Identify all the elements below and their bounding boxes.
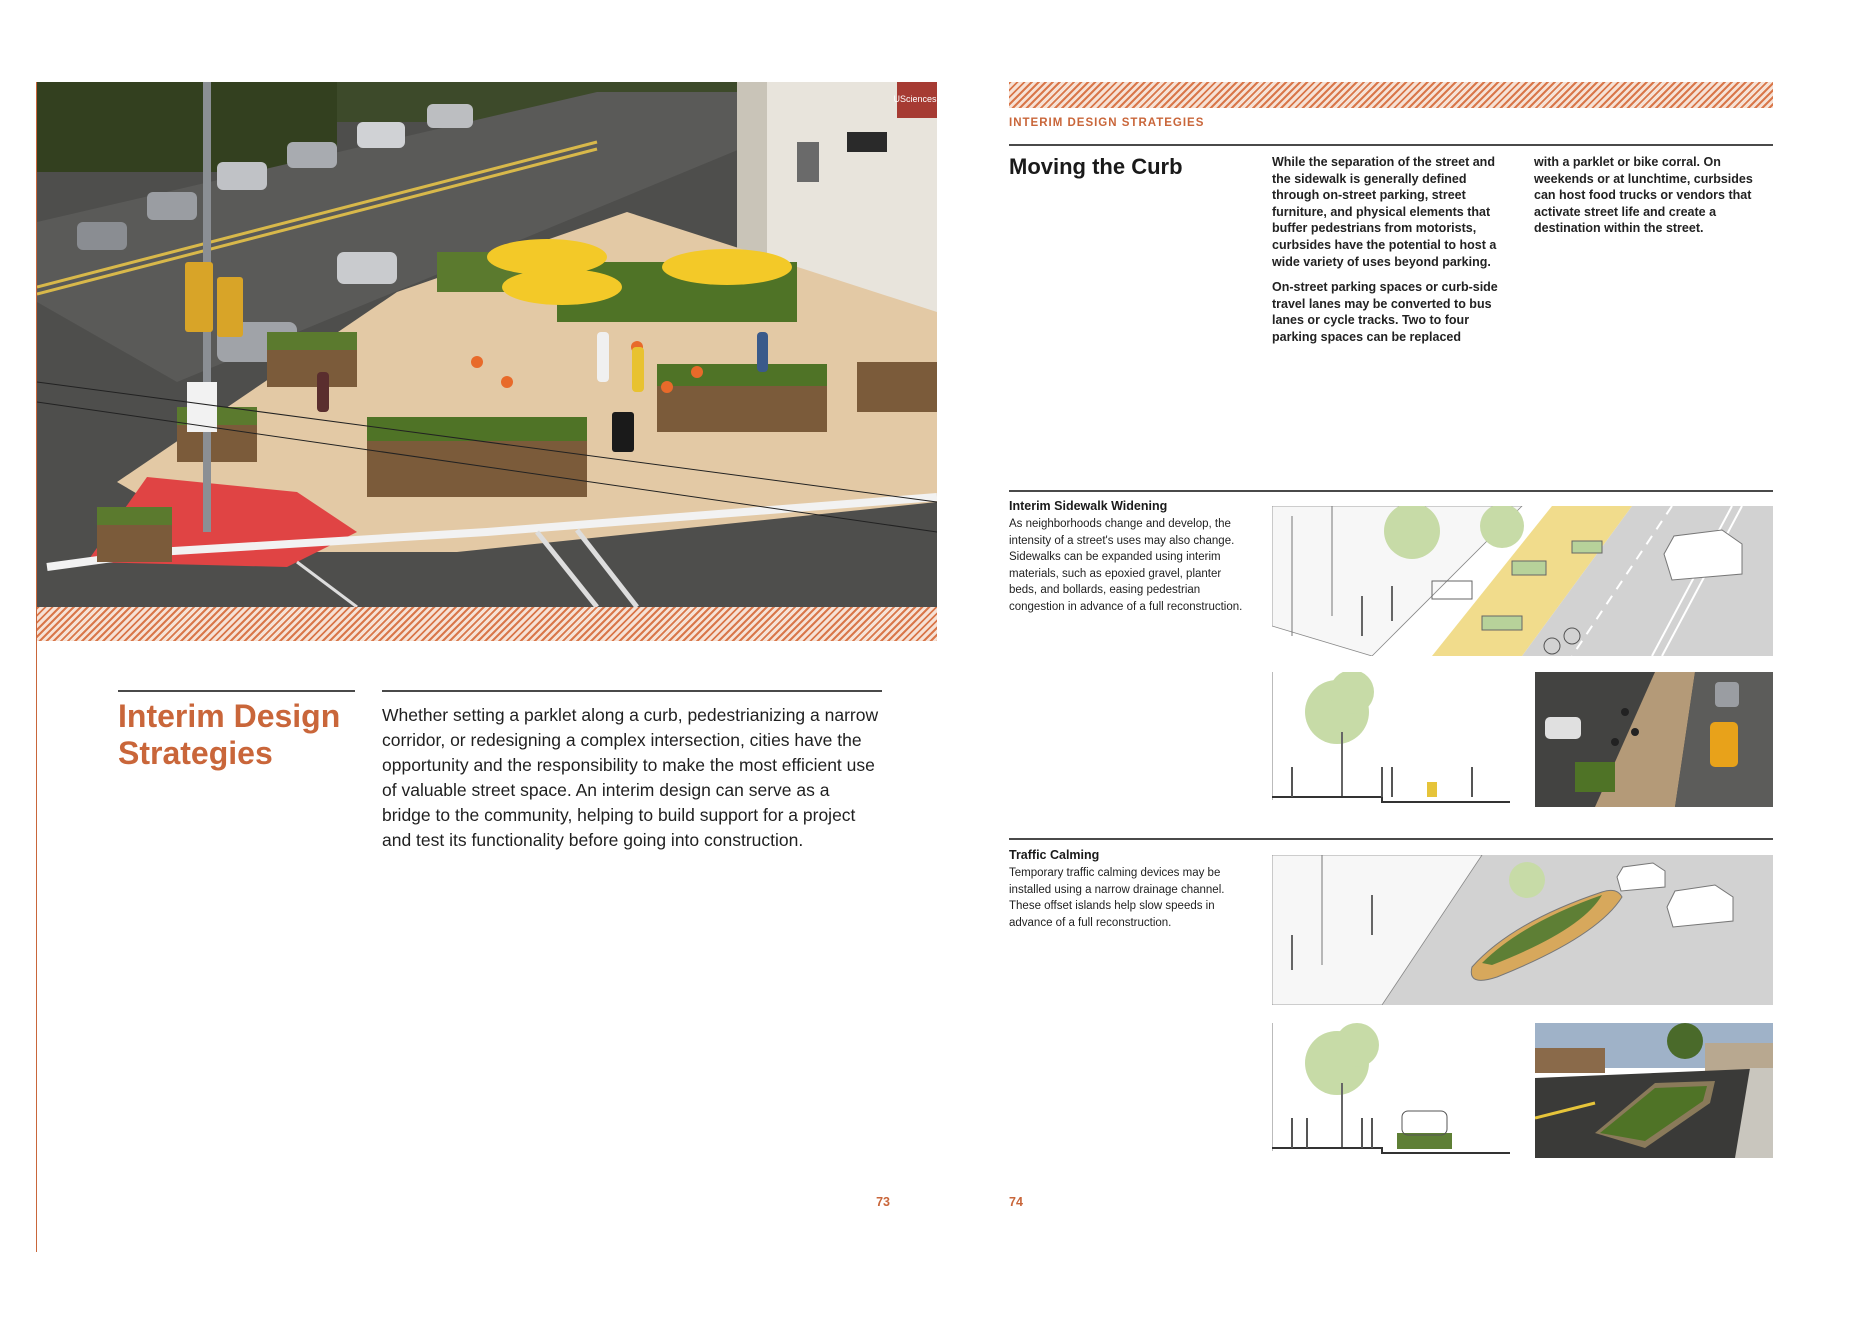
section-rule — [1009, 144, 1773, 146]
body-column-1 — [1272, 154, 1512, 346]
traffic-section-illustration — [1272, 1023, 1510, 1158]
parklet-intersection-photo — [37, 82, 937, 607]
body-col1-paragraph-2: On-street parking spaces or curb-side travel lanes may be converted to bus lanes or cycle tracks. Two to four parking spaces can be replaced — [1272, 280, 1498, 344]
intro-paragraph: Whether setting a parklet along a curb, pedestrianizing a narrow corridor, or redesigning a complex intersection, cities have the opportunity and the responsibility to make the most efficient use of valuable street space. An interim design can serve as a bridge to the community, helping to build support for a project and test its functionality before going into construction. — [382, 705, 879, 850]
sidewalk-widening-title: Interim Sidewalk Widening — [1009, 499, 1168, 513]
traffic-calming-title: Traffic Calming — [1009, 848, 1100, 862]
traffic-calming-illustration — [1272, 855, 1773, 1005]
heading-rule — [118, 690, 355, 692]
intro-rule — [382, 690, 882, 692]
building-sign-text: USciences — [893, 94, 937, 104]
page-number-left: 73 — [876, 1195, 890, 1209]
body-col1-paragraph-1: While the separation of the street and the sidewalk is generally defined through on-street parking, street furniture, and physical elements that buffer pedestrians from motorists, curbsides have the potential to host a wide variety of uses beyond parking. — [1272, 155, 1497, 269]
traffic-calming-text: Temporary traffic calming devices may be installed using a narrow drainage channel. These offset islands help slow speeds in advance of a full reconstruction. — [1009, 867, 1225, 929]
traffic-calming-drawing — [1272, 855, 1773, 1005]
sidewalk-widening-illustration — [1272, 506, 1773, 656]
traffic-calming-section-drawing — [1272, 1023, 1510, 1158]
parklet-photo-illustration — [37, 82, 937, 607]
sidewalk-widening-section-drawing — [1272, 672, 1510, 807]
page-heading: Interim Design Strategies — [118, 698, 341, 771]
section-label: INTERIM DESIGN STRATEGIES — [1009, 117, 1205, 129]
page-number-right: 74 — [1009, 1195, 1023, 1209]
sidewalk-widening-rule — [1009, 490, 1773, 492]
top-hatch-band — [1009, 82, 1773, 108]
sidewalk-widening-text: As neighborhoods change and develop, the intensity of a street's uses may also change. Sidewalks can be expanded using interim materials, such as epoxied gravel, planter beds, and bollards, easing pedestrian congestion in advance of a full reconstruction. — [1009, 518, 1243, 613]
sidewalk-widening-photo — [1535, 672, 1773, 807]
traffic-calming-rule — [1009, 838, 1773, 840]
photo-hatch-band — [37, 607, 937, 641]
sidewalk-section-illustration — [1272, 672, 1510, 807]
body-column-2 — [1534, 154, 1774, 237]
body-col2-paragraph: with a parklet or bike corral. On weekends or at lunchtime, curbsides can host food trucks or vendors that activate street life and create a destination within the street. — [1534, 155, 1753, 236]
traffic-photo-illustration — [1535, 1023, 1773, 1158]
section-title: Moving the Curb — [1009, 154, 1183, 179]
sidewalk-photo-illustration — [1535, 672, 1773, 807]
sidewalk-widening-drawing — [1272, 506, 1773, 656]
traffic-calming-photo — [1535, 1023, 1773, 1158]
